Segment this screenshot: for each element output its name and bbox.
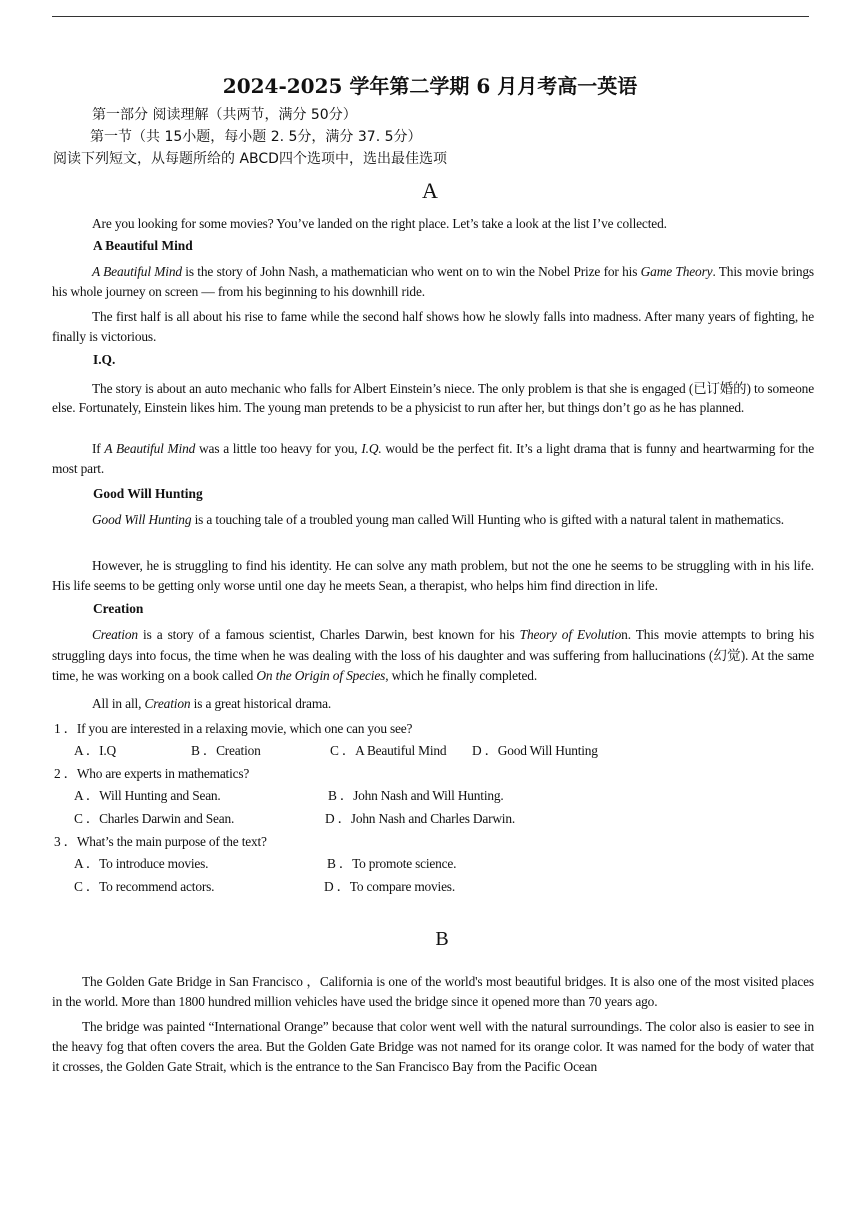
text-span: is a story of a famous scientist, Charles Darwin, best known for his — [137, 627, 520, 642]
movie1-paragraph-1 — [52, 262, 814, 302]
question-1-option-d[interactable] — [472, 740, 598, 759]
passage-b-label: B — [435, 928, 449, 950]
movie-heading-good-will-hunting: Good Will Hunting — [93, 486, 203, 501]
option-text: C ．A Beautiful Mind — [330, 743, 447, 758]
movie2-paragraph-2 — [52, 439, 814, 479]
theory-title-italic: Theory of Evolutio — [519, 627, 622, 642]
question-1-option-c[interactable] — [330, 740, 446, 759]
movie3-paragraph-1 — [52, 510, 814, 530]
exam-title: 2024-2025 学年第二学期 6 月月考高一英语 — [222, 74, 638, 98]
header-rule — [52, 16, 809, 17]
question-2-option-d[interactable] — [325, 808, 515, 827]
question-3-option-b[interactable] — [327, 853, 456, 872]
text-span: is a great historical drama. — [190, 696, 332, 711]
movie-title-italic: Good Will Hunting — [92, 512, 192, 527]
text-span: If — [92, 441, 105, 456]
question-1-option-b[interactable] — [191, 740, 261, 759]
question-1-stem: 1 ．If you are interested in a relaxing movie, which one can you see? — [54, 721, 413, 736]
movie4-paragraph-1 — [52, 625, 814, 687]
option-text: A ．Will Hunting and Sean. — [74, 788, 221, 803]
movie-title-italic: A Beautiful Mind — [104, 441, 196, 456]
theory-title-italic: Game Theory — [640, 264, 713, 279]
text-span: , which he finally completed. — [385, 668, 538, 683]
option-text: D ．To compare movies. — [324, 879, 455, 894]
question-2-stem: 2 ．Who are experts in mathematics? — [54, 766, 250, 781]
question-1-option-a[interactable] — [74, 740, 116, 759]
movie-heading-iq: I.Q. — [93, 352, 116, 367]
movie-title-italic: Creation — [92, 627, 138, 642]
movie-title-italic: A Beautiful Mind — [92, 264, 182, 279]
question-2-option-c[interactable] — [74, 808, 234, 827]
movie-heading-creation: Creation — [93, 601, 144, 616]
option-text: B ．Creation — [191, 743, 261, 758]
text-span: would be the perfect fit. It’s a light drama that is funny and heartwarming for the most part. — [52, 441, 814, 476]
option-text: C ．To recommend actors. — [74, 879, 215, 894]
movie-heading-a-beautiful-mind: A Beautiful Mind — [93, 238, 193, 253]
option-text: B ．To promote science. — [327, 856, 457, 871]
movie2-paragraph-1: The story is about an auto mechanic who falls for Albert Einstein’s niece. The only problem is that she is engaged (已订婚的) to someone else. Fortunately, Einstein likes him. The young man pretends to be a physicist to run after her, but things don’t go as he has planned. — [52, 381, 814, 415]
option-text: A ．To introduce movies. — [74, 856, 209, 871]
text-span: . This movie brings his whole journey on screen — from his beginning to his downhill ride. — [52, 264, 814, 299]
passage-b-paragraph-2: The bridge was painted “International Orange” because that color went well with the natural surroundings. The color also is easier to see in the heavy fog that often covers the area. But the Golden Gate Bridge was not named for its orange color. It was named for the body of water that it crosses, the Golden Gate Strait, which is the entrance to the San Francisco Bay from the Pacific Ocean — [52, 1019, 814, 1074]
option-text: D ．Good Will Hunting — [472, 743, 598, 758]
question-3-stem: 3 ．What’s the main purpose of the text? — [54, 834, 267, 849]
text-span: is a touching tale of a troubled young man called Will Hunting who is gifted with a natural talent in mathematics. — [191, 512, 784, 527]
instruction-text: 阅读下列短文，从每题所给的 ABCD四个选项中，选出最佳选项 — [53, 151, 447, 167]
movie3-paragraph-2: However, he is struggling to find his identity. He can solve any math problem, but not the one he seems to be struggling with in his life. His life seems to be getting only worse until one day he meets Sean, a therapist, who helps him find direction in life. — [52, 558, 814, 593]
book-title-italic: On the Origin of Species — [256, 668, 386, 683]
text-span: All in all, — [92, 696, 145, 711]
question-3-option-a[interactable] — [74, 853, 208, 872]
movie1-paragraph-2: The first half is all about his rise to fame while the second half shows how he slowly falls into madness. After many years of fighting, he finally is victorious. — [52, 309, 814, 344]
option-text: A ．I.Q — [74, 743, 116, 758]
passage-a-conclusion — [52, 694, 814, 714]
section-heading: 第一节（共 15小题，每小题 2. 5分，满分 37. 5分） — [90, 129, 422, 145]
text-span: is the story of John Nash, a mathematician who went on to win the Nobel Prize for his — [181, 264, 641, 279]
text-span: was a little too heavy for you, — [195, 441, 362, 456]
text-span: n. This movie attempts to bring his struggling days into focus, the time when he was dealing with the loss of his daughter and was suffering from hallucinations (幻觉). At the same time, he was working on a book called — [52, 627, 815, 683]
movie-title-italic: Creation — [144, 696, 191, 711]
option-text: C ．Charles Darwin and Sean. — [74, 811, 235, 826]
part-heading: 第一部分 阅读理解（共两节，满分 50分） — [92, 107, 357, 123]
option-text: B ．John Nash and Will Hunting. — [328, 788, 504, 803]
question-2-option-a[interactable] — [74, 785, 221, 804]
question-2-option-b[interactable] — [328, 785, 503, 804]
option-text: D ．John Nash and Charles Darwin. — [325, 811, 515, 826]
passage-a-intro: Are you looking for some movies? You’ve landed on the right place. Let’s take a look at the list I’ve collected. — [92, 216, 667, 231]
question-3-option-d[interactable] — [324, 876, 455, 895]
passage-a-label: A — [422, 178, 438, 203]
question-3-option-c[interactable] — [74, 876, 214, 895]
passage-b-paragraph-1: The Golden Gate Bridge in San Francisco ，California is one of the world's most beautiful bridges. It is also one of the most visited places in the world. More than 1800 hundred million vehicles have used the bridge since it opened more than 70 years ago. — [52, 974, 814, 1009]
movie-title-italic: I.Q. — [361, 441, 382, 456]
